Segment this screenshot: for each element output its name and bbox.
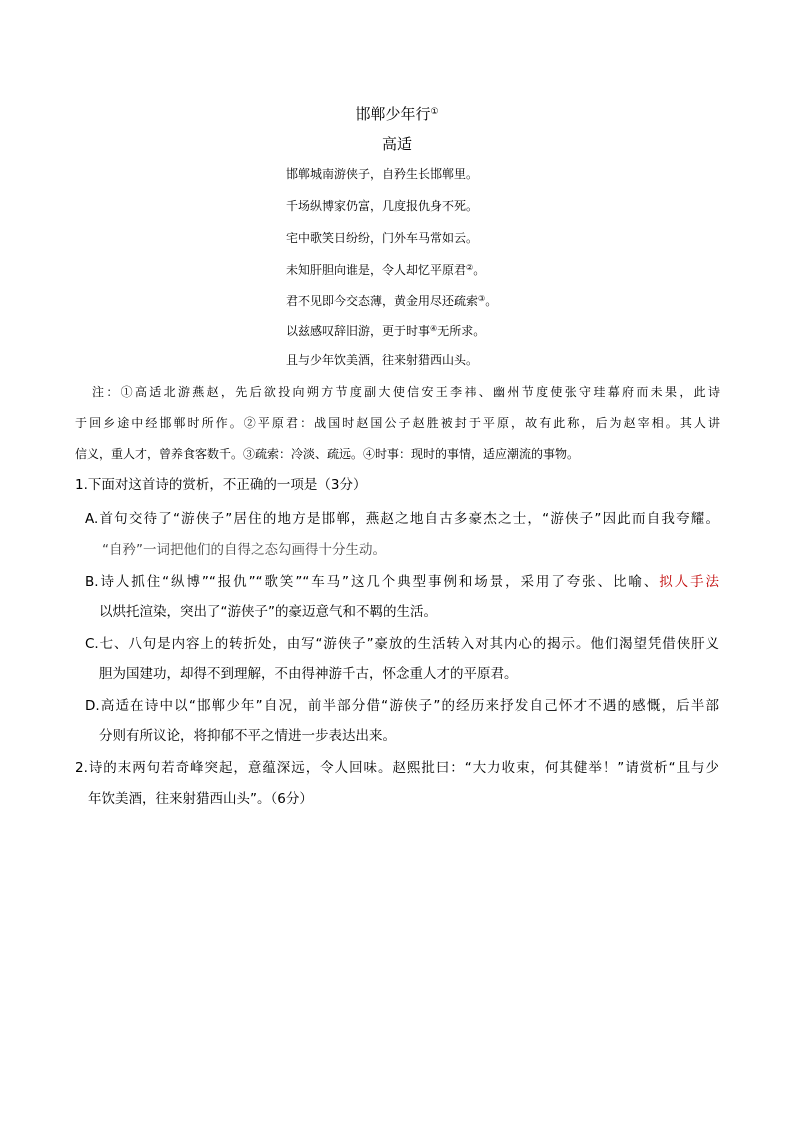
poem-line-text: 君不见即今交态薄，黄金用尽还疏索 (286, 294, 479, 308)
question-1-stem: 1.下面对这首诗的赏析，不正确的一项是（3分） (75, 477, 367, 493)
poem-line-text: 未知肝胆向谁是，令人却忆平原君 (286, 263, 467, 277)
poem-line-tail: 。 (485, 294, 498, 308)
poem-line (286, 166, 478, 182)
option-c-line: C.七、八句是内容上的转折处，由写“游侠子”豪放的生活转入对其内心的揭示。他们渴望凭借侠肝义 (85, 636, 719, 652)
option-d-line: D.高适在诗中以“邯郸少年”自况，前半部分借“游侠子”的经历来抒发自己怀才不遇的感慨，后半部 (85, 698, 719, 714)
poem-line (286, 260, 485, 278)
annotation-line: 信义，重人才，曾养食客数千。③疏索：冷淡、疏远。④时事：现时的事情，适应潮流的事物。 (75, 447, 580, 461)
option-c-line: 胆为国建功，却得不到理解，不由得神游千古，怀念重人才的平原君。 (99, 666, 518, 682)
footnote-mark: ② (466, 263, 474, 272)
question-2-line: 2.诗的末两句若奇峰突起，意蕴深远，令人回味。赵熙批曰：“大力收束，何其健举！”请赏析“且与少 (75, 760, 719, 776)
poem-title-text: 邯郸少年行 (355, 105, 431, 123)
option-b-text: B.诗人抓住“纵博”“报仇”“歌笑”“车马”这几个典型事例和场景，采用了夸张、比喻、 (85, 574, 660, 590)
option-a-line: “自矜”一词把他们的自得之态勾画得十分生动。 (102, 542, 386, 558)
poem-title (0, 102, 794, 124)
footnote-mark: ④ (430, 324, 438, 333)
poem-line (286, 198, 478, 214)
poem-line-text: 邯郸城南游侠子，自矜生长邯郸里。 (286, 167, 479, 181)
footnote-mark: ① (430, 107, 439, 117)
poem-line (286, 321, 485, 339)
annotation-line: 注：①高适北游燕赵，先后欲投向朔方节度副大使信安王李祎、幽州节度使张守珪幕府而未果，此诗 (92, 385, 720, 399)
annotation-line: 于回乡途中经邯郸时所作。②平原君：战国时赵国公子赵胜被封于平原，故有此称，后为赵宰相。其人讲 (75, 416, 720, 430)
option-b-line: 以烘托渲染，突出了“游侠子”的豪迈意气和不羁的生活。 (99, 604, 437, 620)
question-2-line: 年饮美酒，往来射猎西山头”。（6分） (88, 791, 313, 807)
footnote-mark: ③ (478, 294, 486, 303)
option-a-line: A.首句交待了“游侠子”居住的地方是邯郸，燕赵之地自古多豪杰之士，“游侠子”因此而自我夸耀。 (85, 511, 719, 527)
poem-line (286, 352, 478, 368)
poem-line-tail: 。 (473, 263, 486, 277)
poem-line (286, 291, 497, 309)
option-d-line: 分则有所议论，将抑郁不平之情进一步表达出来。 (99, 728, 396, 744)
option-b-highlight: 拟人手法 (659, 574, 719, 590)
poem-line-text: 且与少年饮美酒，往来射猎西山头。 (286, 353, 479, 367)
poem-author: 高适 (381, 135, 412, 153)
option-b-line (85, 573, 719, 591)
poem-line-text: 宅中歌笑日纷纷，门外车马常如云。 (286, 231, 479, 245)
poem-line-text: 千场纵博家仍富，几度报仇身不死。 (286, 199, 479, 213)
poem-line-tail: 无所求。 (437, 324, 486, 338)
poem-line-text: 以兹感叹辞旧游，更于时事 (286, 324, 431, 338)
poem-line (286, 230, 478, 246)
